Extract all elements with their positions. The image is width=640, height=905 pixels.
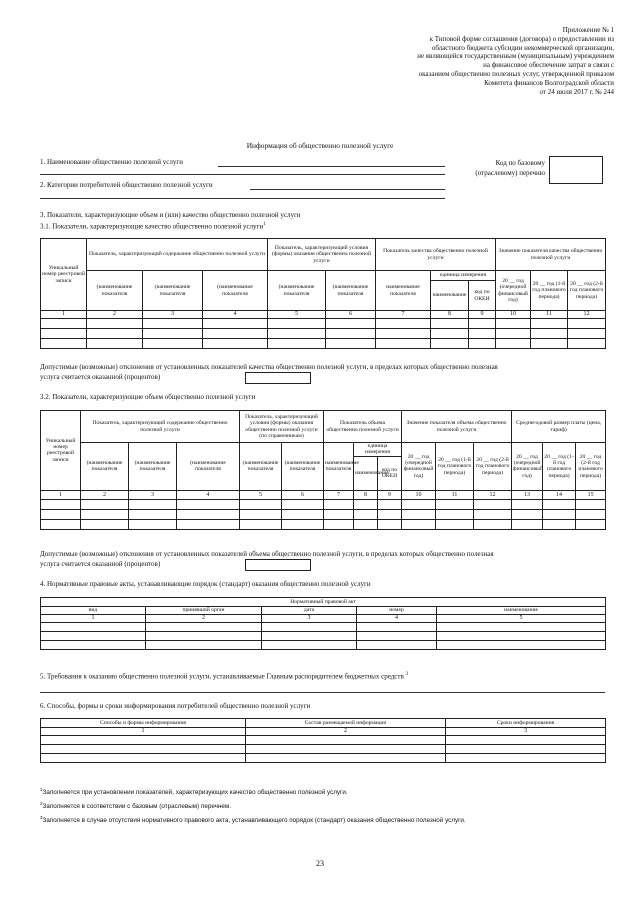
indicator-name-cell: (наименование показателя (282, 443, 324, 491)
col-number: 2 (146, 615, 262, 623)
col-header: Способы и формы информирования (41, 719, 246, 728)
indicator-name-cell: (наименование показателя (143, 271, 203, 311)
document-title: Информация об общественно полезной услуге (246, 141, 394, 150)
price-year2-header: 20 __ год (1-й год планового периода) (543, 443, 576, 491)
deviation2-box[interactable] (245, 559, 311, 571)
col-number: 3 (262, 615, 357, 623)
appendix-header (364, 26, 614, 96)
col-header: Состав размещаемой информации (246, 719, 446, 728)
header-line: от 24 июля 2017 г. № 244 (539, 87, 614, 96)
table-row[interactable] (41, 319, 606, 329)
indicator-name-cell: (наименование показателя (129, 443, 177, 491)
col-number: 9 (469, 311, 496, 319)
col-number: 11 (531, 311, 568, 319)
content-indicator-header: Показатель, характеризующий содержание общественно полезной услуги (87, 239, 268, 271)
year1-header: 20 __ год (очередной финансовый год) (496, 271, 531, 311)
table-row[interactable] (41, 329, 606, 339)
page-number: 23 (316, 859, 324, 868)
footnote: $^2$Заполняется в соответствии с базовым (отраслевым) перечнем. (40, 801, 232, 811)
category-label: 2. Категории потребителей общественно полезной услуги (40, 181, 213, 189)
section32-heading: 3.2. Показатели, характеризующие объем общественно полезной услуги (40, 393, 256, 401)
header-line: оказанием общественно полезных услуг, утвержденной приказом (418, 69, 614, 78)
unit-header: единица измерения (431, 271, 496, 281)
category-line-2[interactable] (40, 198, 445, 199)
col-header: номер (357, 607, 437, 615)
col-number: 5 (240, 490, 282, 499)
unit-name-header: наименование (431, 281, 469, 311)
col-header: наименование (437, 607, 606, 615)
header-line: не являющейся государственным (муниципальным) учреждением (417, 52, 614, 61)
col-header: принявший орган (146, 607, 262, 615)
col-number: 1 (41, 728, 246, 736)
code-label-2: (отраслевому) перечню (475, 169, 545, 177)
informing-table (40, 718, 606, 763)
deviation2-line1: Допустимые (возможные) отклонения от установленных показателей объема общественно полезной услуги, в пределах которых общественно полезная (40, 550, 494, 558)
col-number: 10 (496, 311, 531, 319)
col-header: вид (41, 607, 146, 615)
table-row[interactable] (41, 754, 606, 763)
col-number: 2 (87, 311, 143, 319)
col-number: 8 (354, 490, 378, 499)
col-header: Сроки информирования (446, 719, 606, 728)
col-number: 12 (474, 490, 512, 499)
volume-indicator-header: Показатель объема общественно полезной услуги (324, 411, 402, 443)
unit-header: единица измерения (354, 443, 402, 457)
registry-number-header: Уникальный номер реестровой записи (41, 411, 81, 491)
price-header: Среднегодовой размер платы (цена, тариф) (512, 411, 606, 443)
quality-values-header: Значение показателя качества общественно полезной услуги (496, 239, 606, 271)
table-row[interactable] (41, 519, 606, 529)
header-line: областного бюджета субсидии некоммерческой организации, (431, 43, 614, 52)
deviation1-box[interactable] (245, 372, 311, 384)
indicator-name-cell: (наименование показателя (326, 271, 376, 311)
col-number: 14 (543, 490, 576, 499)
col-number: 12 (568, 311, 606, 319)
deviation2-line2: услуга считается оказанной (процентов) (40, 560, 161, 568)
legal-acts-table (40, 597, 606, 650)
col-number: 5 (268, 311, 326, 319)
col-number: 7 (324, 490, 354, 499)
service-name-label: 1. Наименование общественно полезной услуги (40, 158, 183, 166)
col-number: 8 (431, 311, 469, 319)
col-number: 7 (376, 311, 431, 319)
header-line: на финансовое обеспечение затрат в связи с (483, 61, 614, 70)
unit-code-header: код по ОКЕИ (378, 456, 402, 490)
conditions-indicator-header: Показатель, характеризующий условия (формы) оказания общественно полезной услуги (по справочникам) (240, 411, 324, 443)
col-number: 13 (512, 490, 543, 499)
category-line[interactable] (250, 189, 445, 190)
col-number: 6 (326, 311, 376, 319)
col-number: 11 (436, 490, 474, 499)
footnote: $^1$Заполняется при установлении показателей, характеризующих качество общественно полезной услуги. (40, 787, 348, 797)
year3-header: 20 __ год (2-й год планового периода) (474, 443, 512, 491)
table-row[interactable] (41, 623, 606, 632)
volume-indicators-table (40, 410, 606, 530)
year1-header: 20 __ год (очередной финансовый год) (402, 443, 436, 491)
service-name-line[interactable] (218, 166, 445, 167)
section5-heading: 5. Требования к оказанию общественно полезной услуги, устанавливаемые Главным распорядителем бюджетных средств $^3$ (40, 672, 409, 681)
legal-act-group-header: Нормативный правовой акт (41, 598, 606, 607)
deviation1-line1: Допустимые (возможные) отклонения от установленных показателей качества общественно полезной услуги, в пределах которых общественно полезная (40, 363, 498, 371)
col-number: 2 (81, 490, 129, 499)
table-row[interactable] (41, 641, 606, 650)
conditions-indicator-header: Показатель, характеризующий условия (формы) оказания общественно полезной услуги (268, 239, 376, 271)
col-number: 10 (402, 490, 436, 499)
col-number: 9 (378, 490, 402, 499)
quality-name-cell: наименование показателя (376, 271, 431, 311)
indicator-name-cell: (наименование показателя (177, 443, 240, 491)
col-number: 3 (143, 311, 203, 319)
section5-line[interactable] (40, 692, 605, 693)
header-line: к Типовой форме соглашения (договора) о предоставлении из (429, 34, 614, 43)
service-name-line-2[interactable] (40, 174, 445, 175)
section4-heading: 4. Нормативные правовые акты, устанавливающие порядок (стандарт) оказания общественно полезной услуги (40, 580, 371, 588)
col-number: 3 (129, 490, 177, 499)
footnote: $^3$Заполняется в случае отсутствия нормативного правового акта, устанавливающего порядок (стандарт) оказания общественно полезной услуги. (40, 815, 466, 825)
header-line: Приложение № 1 (562, 26, 614, 34)
code-label: Код по базовому (495, 159, 545, 167)
col-number: 5 (437, 615, 606, 623)
indicator-name-cell: (наименование показателя (240, 443, 282, 491)
col-number: 1 (41, 615, 146, 623)
table-row[interactable] (41, 736, 606, 745)
indicator-name-cell: (наименование показателя (268, 271, 326, 311)
col-number: 6 (282, 490, 324, 499)
unit-name-header: наименование (354, 456, 378, 490)
year3-header: 20 __ год (2-й год планового периода) (568, 271, 606, 311)
col-number: 3 (446, 728, 606, 736)
year2-header: 20 __ год (1-й год планового периода) (531, 271, 568, 311)
quality-indicators-table (40, 238, 606, 349)
unit-code-header: код по ОКЕИ (469, 281, 496, 311)
volume-values-header: Значение показателя объема общественно полезной услуги (402, 411, 512, 443)
col-number: 4 (357, 615, 437, 623)
section31-heading: 3.1. Показатели, характеризующие качество общественно полезной услуги$^1$ (40, 222, 266, 231)
indicator-name-cell: (наименование показателя (203, 271, 268, 311)
volume-name-cell: наименование показателя (324, 443, 354, 491)
registry-number-header: Уникальный номер реестровой записи (41, 239, 87, 311)
col-number: 4 (203, 311, 268, 319)
col-number: 2 (246, 728, 446, 736)
header-line: Комитета финансов Волгоградской области (484, 78, 614, 87)
indicator-name-cell: (наименование показателя (81, 443, 129, 491)
col-number: 4 (177, 490, 240, 499)
indicator-name-cell: (наименование показателя (87, 271, 143, 311)
price-year3-header: 20 __ год (2-й год планового периода) (576, 443, 606, 491)
code-box[interactable] (549, 156, 603, 184)
table-row[interactable] (41, 745, 606, 754)
table-row[interactable] (41, 339, 606, 349)
section3-heading: 3. Показатели, характеризующие объем и (или) качество общественно полезной услуги (40, 211, 301, 219)
col-number: 1 (41, 311, 87, 319)
deviation1-line2: услуга считается оказанной (процентов) (40, 373, 161, 381)
table-row[interactable] (41, 509, 606, 519)
table-row[interactable] (41, 632, 606, 641)
year2-header: 20 __ год (1-й год планового периода) (436, 443, 474, 491)
section6-heading: 6. Способы, формы и сроки информирования потребителей общественно полезной услуги (40, 702, 311, 710)
col-header: дата (262, 607, 357, 615)
content-indicator-header: Показатель, характеризующий содержание общественно полезной услуги (81, 411, 240, 443)
table-row[interactable] (41, 499, 606, 509)
col-number: 1 (41, 490, 81, 499)
price-year1-header: 20 __ год (очередной финансовый год) (512, 443, 543, 491)
col-number: 15 (576, 490, 606, 499)
quality-indicator-header: Показатель качества общественно полезной услуги (376, 239, 496, 271)
